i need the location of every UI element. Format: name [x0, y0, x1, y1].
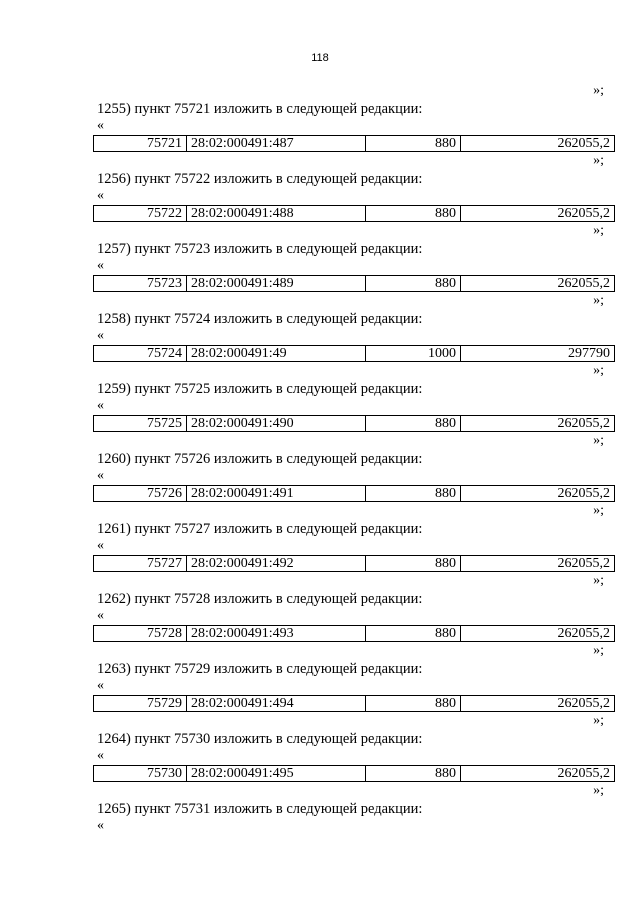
area-cell: 880 [366, 766, 461, 782]
page-number: 118 [311, 52, 329, 64]
closing-quote-mark: »; [593, 713, 604, 728]
opening-quote-mark: « [97, 328, 104, 343]
amendment-1258 [93, 294, 610, 364]
amendment-1260 [93, 434, 610, 504]
value-cell: 262055,2 [461, 626, 615, 642]
cadastral-number-cell: 28:02:000491:488 [187, 206, 366, 222]
amendment-1263 [93, 644, 610, 714]
item-number-cell: 75721 [94, 136, 187, 152]
cadastral-number-cell: 28:02:000491:489 [187, 276, 366, 292]
area-cell: 880 [366, 556, 461, 572]
area-cell: 880 [366, 626, 461, 642]
opening-quote-mark: « [97, 118, 104, 133]
item-number-cell: 75723 [94, 276, 187, 292]
opening-quote-mark: « [97, 468, 104, 483]
closing-quote-mark: »; [593, 153, 604, 168]
value-cell: 262055,2 [461, 486, 615, 502]
amendment-instruction: 1265) пункт 75731 изложить в следующей редакции: [97, 801, 423, 817]
opening-quote-mark: « [97, 538, 104, 553]
value-cell: 262055,2 [461, 556, 615, 572]
area-cell: 880 [366, 136, 461, 152]
item-number-cell: 75728 [94, 626, 187, 642]
value-cell: 262055,2 [461, 416, 615, 432]
document-body [93, 84, 610, 844]
amendment-1255 [93, 84, 610, 154]
table-row [93, 345, 615, 362]
opening-quote-mark: « [97, 188, 104, 203]
closing-quote-mark: »; [593, 503, 604, 518]
table-row [93, 205, 615, 222]
cadastral-number-cell: 28:02:000491:487 [187, 136, 366, 152]
amendment-1257 [93, 224, 610, 294]
opening-quote-mark: « [97, 608, 104, 623]
value-cell: 262055,2 [461, 766, 615, 782]
amendment-instruction: 1260) пункт 75726 изложить в следующей редакции: [97, 451, 423, 467]
value-cell: 262055,2 [461, 206, 615, 222]
closing-quote-mark: »; [593, 433, 604, 448]
table-row [93, 765, 615, 782]
opening-quote-mark: « [97, 258, 104, 273]
amendment-instruction: 1256) пункт 75722 изложить в следующей редакции: [97, 171, 423, 187]
item-number-cell: 75729 [94, 696, 187, 712]
table-row [93, 485, 615, 502]
amendment-1265 [93, 784, 610, 844]
table-row [93, 555, 615, 572]
closing-quote-mark: »; [593, 643, 604, 658]
amendment-instruction: 1255) пункт 75721 изложить в следующей редакции: [97, 101, 423, 117]
closing-quote-mark: »; [593, 293, 604, 308]
area-cell: 880 [366, 276, 461, 292]
amendment-instruction: 1257) пункт 75723 изложить в следующей редакции: [97, 241, 423, 257]
amendment-1256 [93, 154, 610, 224]
amendment-instruction: 1264) пункт 75730 изложить в следующей редакции: [97, 731, 423, 747]
item-number-cell: 75727 [94, 556, 187, 572]
cadastral-number-cell: 28:02:000491:491 [187, 486, 366, 502]
opening-quote-mark: « [97, 748, 104, 763]
amendment-instruction: 1262) пункт 75728 изложить в следующей редакции: [97, 591, 423, 607]
amendment-instruction: 1258) пункт 75724 изложить в следующей редакции: [97, 311, 423, 327]
opening-quote-mark: « [97, 678, 104, 693]
table-row [93, 415, 615, 432]
area-cell: 880 [366, 486, 461, 502]
area-cell: 880 [366, 696, 461, 712]
amendment-1261 [93, 504, 610, 574]
cadastral-number-cell: 28:02:000491:495 [187, 766, 366, 782]
cadastral-number-cell: 28:02:000491:493 [187, 626, 366, 642]
cadastral-number-cell: 28:02:000491:490 [187, 416, 366, 432]
table-row [93, 695, 615, 712]
item-number-cell: 75730 [94, 766, 187, 782]
table-row [93, 275, 615, 292]
value-cell: 262055,2 [461, 136, 615, 152]
item-number-cell: 75722 [94, 206, 187, 222]
value-cell: 262055,2 [461, 696, 615, 712]
table-row [93, 625, 615, 642]
area-cell: 880 [366, 416, 461, 432]
cadastral-number-cell: 28:02:000491:49 [187, 346, 366, 362]
cadastral-number-cell: 28:02:000491:494 [187, 696, 366, 712]
cadastral-number-cell: 28:02:000491:492 [187, 556, 366, 572]
amendment-instruction: 1259) пункт 75725 изложить в следующей редакции: [97, 381, 423, 397]
amendment-instruction: 1261) пункт 75727 изложить в следующей редакции: [97, 521, 423, 537]
closing-quote-mark: »; [593, 363, 604, 378]
closing-quote-mark: »; [593, 783, 604, 798]
value-cell: 262055,2 [461, 276, 615, 292]
opening-quote-mark: « [97, 398, 104, 413]
table-row [93, 135, 615, 152]
item-number-cell: 75724 [94, 346, 187, 362]
amendment-instruction: 1263) пункт 75729 изложить в следующей редакции: [97, 661, 423, 677]
amendment-1262 [93, 574, 610, 644]
amendment-1259 [93, 364, 610, 434]
closing-quote-mark: »; [593, 573, 604, 588]
amendment-1264 [93, 714, 610, 784]
area-cell: 1000 [366, 346, 461, 362]
closing-quote-mark: »; [593, 83, 604, 98]
opening-quote-mark: « [97, 818, 104, 833]
area-cell: 880 [366, 206, 461, 222]
value-cell: 297790 [461, 346, 615, 362]
item-number-cell: 75725 [94, 416, 187, 432]
item-number-cell: 75726 [94, 486, 187, 502]
closing-quote-mark: »; [593, 223, 604, 238]
